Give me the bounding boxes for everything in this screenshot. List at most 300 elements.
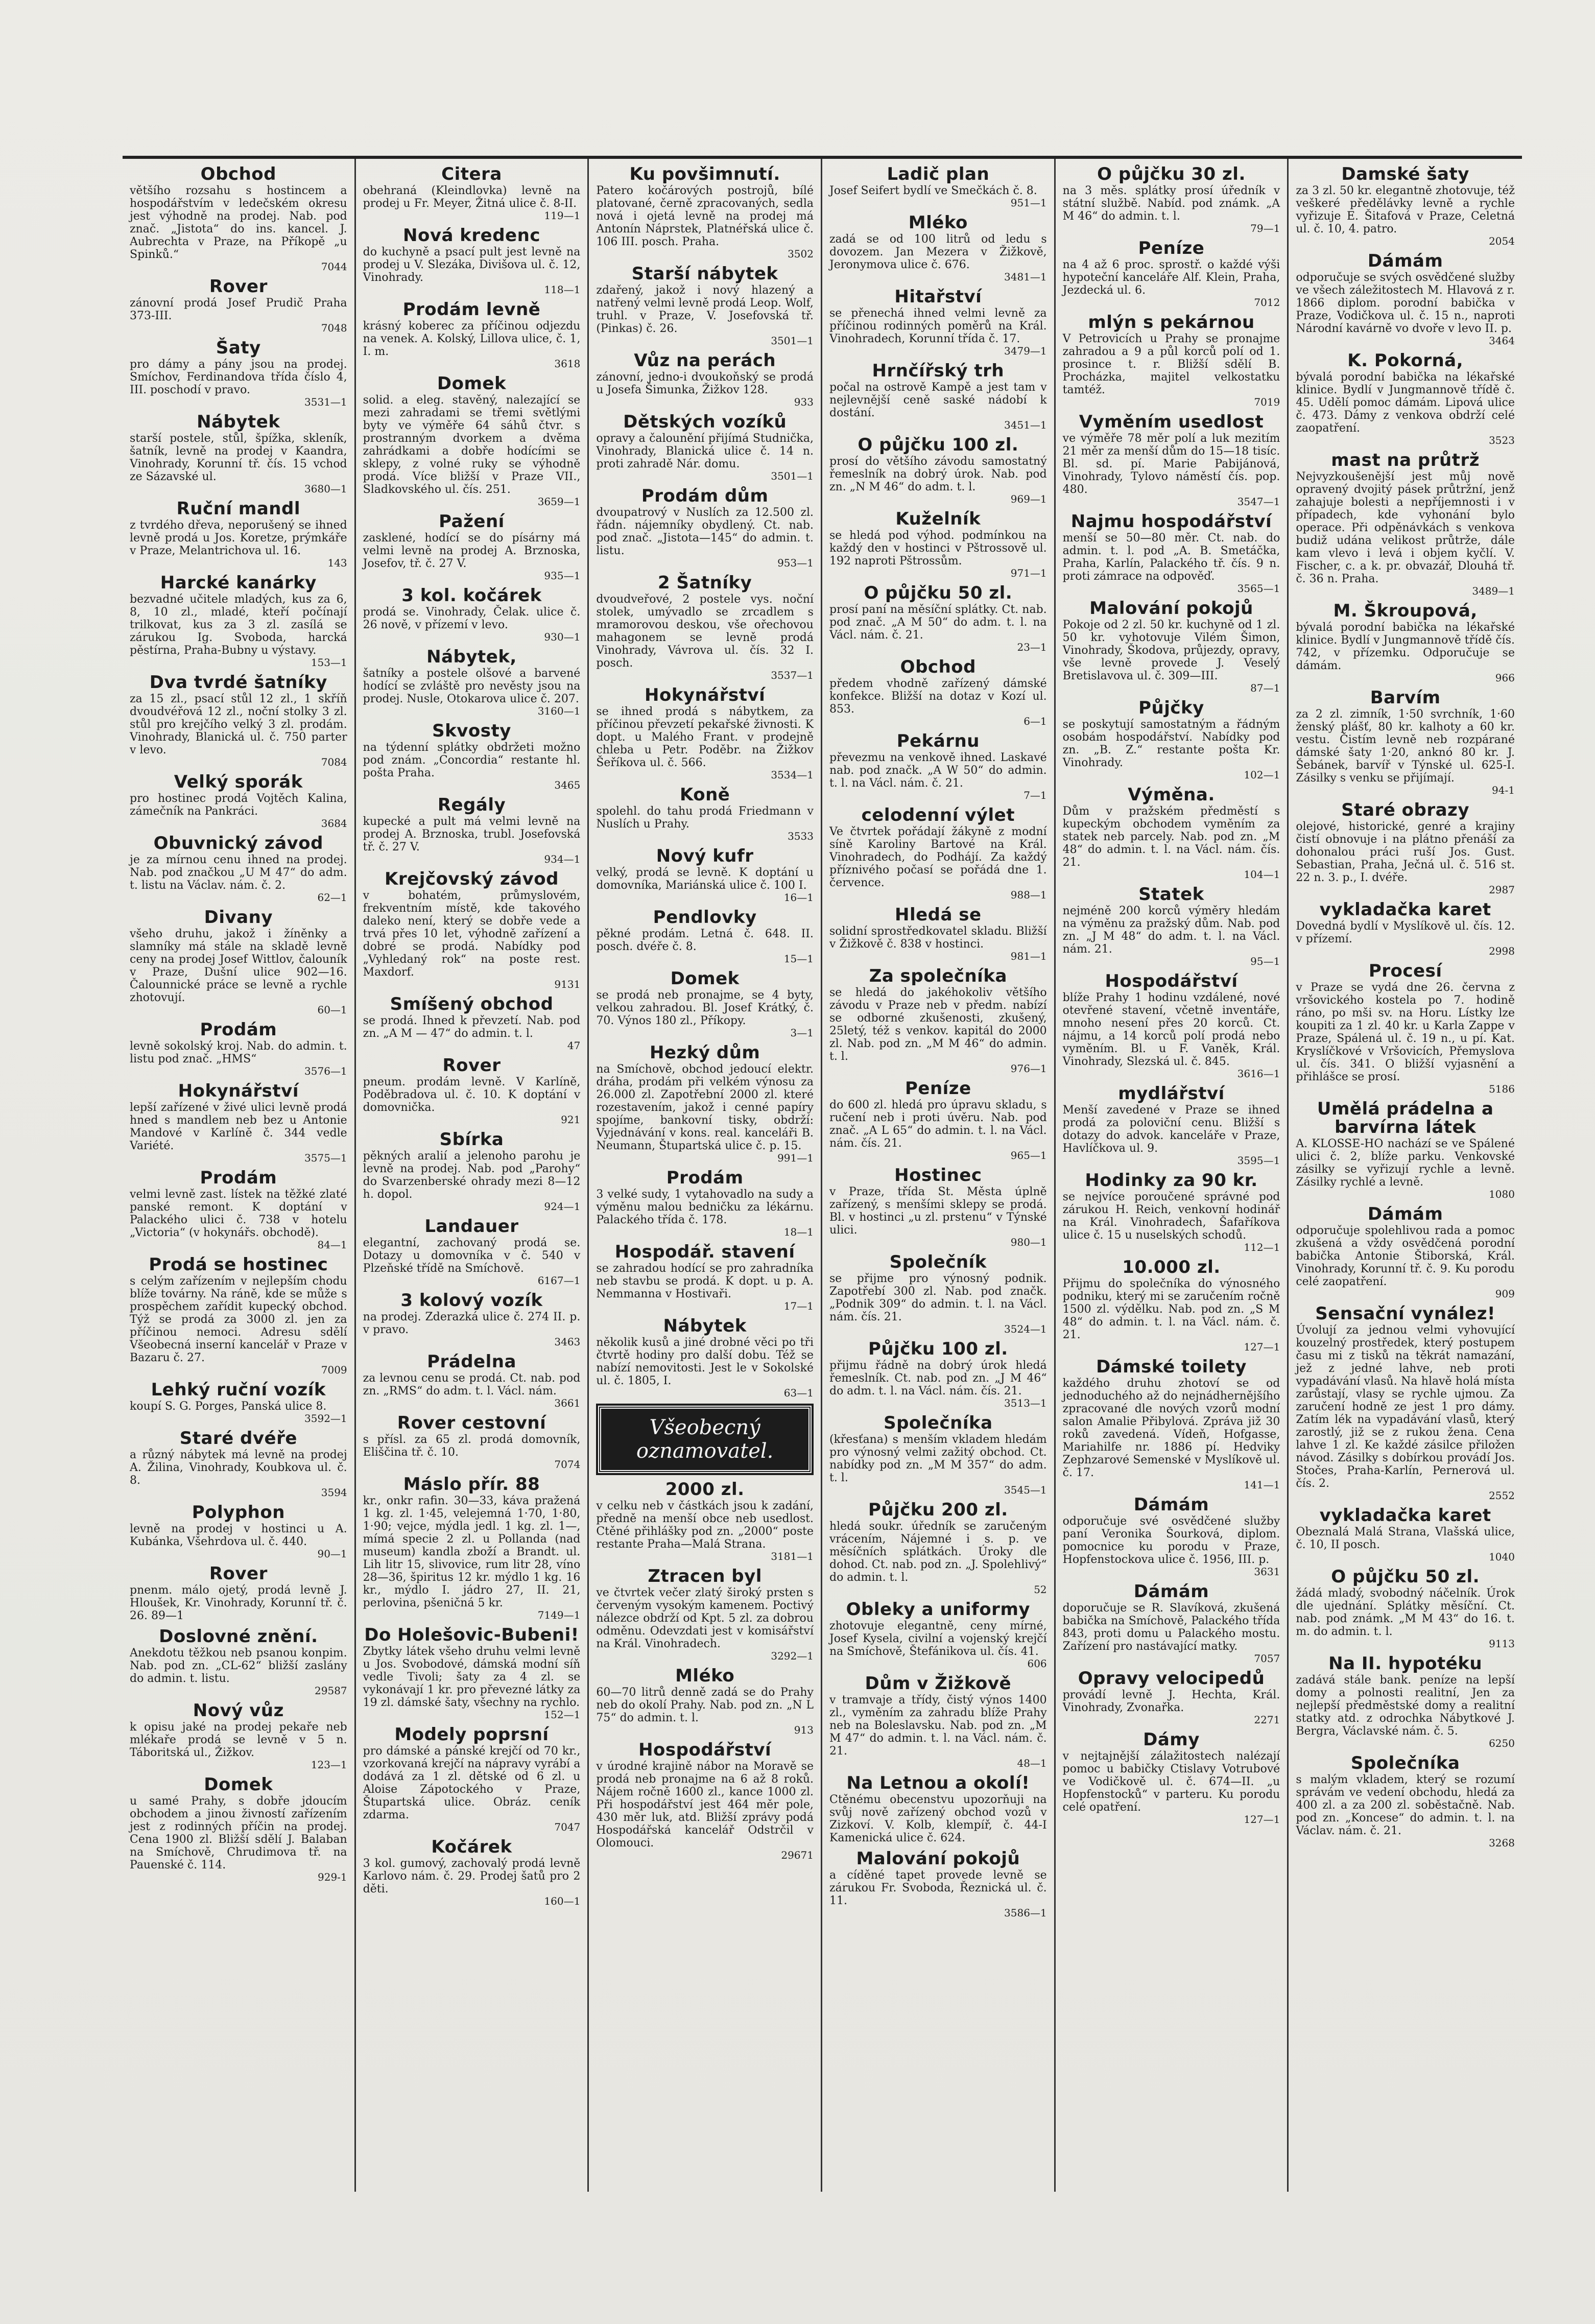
ad-body: počal na ostrově Kampě a jest tam v nejlevnější ceně saské nádobí k dostání. bbox=[829, 381, 1047, 419]
ad-reference-number: 7047 bbox=[554, 1821, 581, 1833]
ad-headline: Ladič plan bbox=[887, 164, 990, 184]
ad-body: na prodej. Zderazká ulice č. 274 II. p. v pravo. bbox=[363, 1311, 581, 1336]
classified-ad bbox=[130, 165, 347, 272]
ad-headline: Velký sporák bbox=[174, 772, 303, 792]
ad-headline: Hospodářství bbox=[638, 1740, 772, 1760]
ad-headline: Obchod bbox=[200, 164, 276, 184]
ad-headline: celodenní výlet bbox=[861, 805, 1015, 825]
ad-headline: Prodám levně bbox=[402, 299, 541, 320]
ad-body: převezmu na venkově ihned. Laskavé nab. pod značk. „A W 50“ do admin. t. l. na Václ. nám. č. 21. bbox=[829, 751, 1047, 790]
ad-body: zhotovuje elegantně, ceny mírné, Josef Kysela, civilní a vojenský krejčí na Smíchově, Štefánikova ul. čís. 41. bbox=[829, 1620, 1047, 1658]
ad-headline: Prodám bbox=[200, 1019, 277, 1040]
ad-body: u samé Prahy, s dobře jdoucím obchodem a jinou živností zařízením jest z rodinných příčin na prodej. Cena 1900 zl. Bližší sdělí J. Balaban na Smíchově, Chrudimova tř. na Pauenské č. 114. bbox=[130, 1795, 347, 1871]
ad-headline: Malování pokojů bbox=[856, 1848, 1020, 1869]
classified-ad bbox=[596, 1169, 814, 1238]
ad-body: z tvrdého dřeva, neporušený se ihned levně prodá u Jos. Koretze, prýmkáře v Praze, Melantrichova ul. 16. bbox=[130, 519, 347, 557]
ad-headline: Rover bbox=[209, 1563, 268, 1584]
classified-ad bbox=[1063, 1496, 1280, 1577]
ad-reference-number: 2552 bbox=[1489, 1489, 1515, 1502]
ad-reference-number: 3547—1 bbox=[1237, 495, 1280, 508]
ad-reference-number: 3513—1 bbox=[1004, 1397, 1047, 1409]
ad-headline: Hokynářství bbox=[645, 685, 766, 705]
classified-ad bbox=[1296, 1654, 1515, 1749]
ad-reference-number: 3586—1 bbox=[1004, 1907, 1047, 1919]
classified-ad bbox=[829, 362, 1047, 431]
ad-reference-number: 127—1 bbox=[1244, 1813, 1280, 1825]
classified-ad bbox=[1296, 962, 1515, 1095]
classified-ad bbox=[829, 1501, 1047, 1595]
classified-ad bbox=[596, 165, 814, 259]
ad-reference-number: 3594 bbox=[321, 1486, 347, 1499]
ad-body: v tramvaje a třídy, čistý výnos 1400 zl., vyměním za zahradu blíže Prahy neb na Boleslavsku. Nab. pod zn. „M M 47“ do admin. t. l. na Václ. nám. č. 21. bbox=[829, 1694, 1047, 1758]
ad-headline: Barvím bbox=[1370, 687, 1441, 708]
ad-reference-number: 3545—1 bbox=[1004, 1484, 1047, 1496]
classified-ad bbox=[130, 1564, 347, 1622]
ad-body: je za mírnou cenu ihned na prodej. Nab. pod značkou „U M 47“ do adm. t. listu na Václav. nám. č. 2. bbox=[130, 853, 347, 892]
ad-body: pěkných aralií a jelenoho parohu je levně na prodej. Nab. pod „Parohy“ do Svarzenberské ohrady mezi 8—12 h. dopol. bbox=[363, 1150, 581, 1201]
ad-headline: mlýn s pekárnou bbox=[1088, 312, 1255, 333]
ad-reference-number: 3465 bbox=[554, 779, 581, 791]
ad-body: hledá soukr. úředník se zaručeným vrácením, Nájemné i s. p. ve měsíčních splátkách. Úroky dle dohod. Ct. nab. pod zn. „J. Spolehlivý“ do admin. t. l. bbox=[829, 1520, 1047, 1584]
ad-reference-number: 7074 bbox=[554, 1458, 581, 1471]
ad-headline: Nový kufr bbox=[656, 846, 754, 866]
ad-headline: 3 kol. kočárek bbox=[401, 585, 542, 606]
ad-body: zánovní prodá Josef Prudič Praha 373-III. bbox=[130, 297, 347, 322]
ad-reference-number: 29587 bbox=[315, 1685, 347, 1697]
ad-reference-number: 7—1 bbox=[1023, 789, 1047, 801]
ad-headline: Procesí bbox=[1368, 961, 1442, 981]
ad-body: krásný koberec za příčinou odjezdu na venek. A. Kolský, Lillova ulice, č. 1, I. m. bbox=[363, 320, 581, 358]
classified-ad bbox=[363, 226, 581, 295]
ad-headline: Ku povšimnutí. bbox=[629, 164, 780, 184]
ad-headline: mast na průtrž bbox=[1331, 450, 1480, 470]
classified-ad bbox=[363, 1056, 581, 1125]
ad-headline: Nábytek, bbox=[426, 647, 517, 667]
classified-ad bbox=[1063, 313, 1280, 408]
ad-body: dvoudveřové, 2 postele vys. noční stolek, umývadlo se zrcadlem s mramorovou deskou, vše ořechovou mahagonem se levně prodá Vinohrady, Vávrova ul. čís. 32 I. posch. bbox=[596, 593, 814, 670]
ad-body: elegantní, zachovaný prodá se. Dotazy u domovníka v č. 540 v Plzeňské třídě na Smíchově. bbox=[363, 1237, 581, 1275]
ad-reference-number: 160—1 bbox=[544, 1895, 581, 1907]
ad-body: opravy a čalounění přijímá Studnička, Vinohrady, Blanická ulice č. 14 n. proti zahradě Nár. domu. bbox=[596, 432, 814, 470]
ad-reference-number: 953—1 bbox=[777, 557, 814, 569]
ad-body: pneum. prodám levně. V Karlíně, Poděbradova ul. č. 10. K doptání v domovnička. bbox=[363, 1076, 581, 1114]
classified-ad bbox=[130, 339, 347, 408]
column-6 bbox=[1289, 159, 1522, 2192]
classified-ad bbox=[130, 1169, 347, 1250]
ad-headline: Regály bbox=[437, 795, 506, 815]
classified-ad bbox=[1296, 252, 1515, 346]
ad-reference-number: 118—1 bbox=[544, 283, 581, 296]
ad-reference-number: 930—1 bbox=[544, 631, 581, 643]
ad-headline: Rover cestovní bbox=[397, 1413, 546, 1433]
ad-reference-number: 3523 bbox=[1489, 434, 1515, 446]
ad-body: Ctěnému obecenstvu upozorňuji na svůj nově zařízený obchod vozů v Zizkoví. V. Kolb, klempíř, č. 44-I Kamenická ulice č. 624. bbox=[829, 1793, 1047, 1844]
ad-body: všeho druhu, jakož i žíněnky a slamníky má stále na skladě levně ceny na prodej Josef Wittlov, čalouník v Praze, Dušní ulice 902—16. Čalounnické práce se levně a rychle zhotovují. bbox=[130, 928, 347, 1004]
ad-body: ve výměře 78 měr polí a luk mezitím 21 měr za menší dům do 15—18 tisíc. Bl. sd. pí. Marie Pabijánová, Vinohrady, Tylovo náměstí čís. pop. 480. bbox=[1062, 432, 1280, 496]
ad-body: V Petrovicích u Prahy se pronajme zahradou a 9 a půl korců polí od 1. prosince t. r. Bližší sdělí B. Procházka, majitel velkostatku tamtéž. bbox=[1062, 333, 1280, 396]
ad-body: s malým vkladem, který se rozumí správám ve vedení obchodu, hledá za 400 zl. a za 200 zl. soběstačně. Nab. pod zn. „Koncese“ do admin. t. l. na Václav. nám. č. 21. bbox=[1296, 1773, 1515, 1837]
ad-reference-number: 3481—1 bbox=[1004, 271, 1047, 283]
ad-body: zánovní, jedno-i dvoukoňský se prodá u Josefa Šimunka, Žižkov 128. bbox=[596, 371, 814, 396]
ad-headline: Harcké kanárky bbox=[160, 573, 317, 593]
ad-headline: O půjčku 100 zl. bbox=[858, 435, 1019, 455]
ad-body: Nejvyzkoušenější jest můj nově opravený dvojitý pásek průtržní, jenž zahajuje bolesti a nepříjemnosti i v případech, kde vyhonání bylo operace. Při odpěnávkách s venkova budiž udána velikost průtrže, dále kam vlevo i levá i objem kyčlí. V. Fischer, c. a k. pr. obvazář, Dlouhá tř. č. 36 n. Praha. bbox=[1296, 470, 1515, 585]
ad-headline: Dámám bbox=[1133, 1495, 1209, 1515]
ad-body: a cíděné tapet provede levně se zárukou Fr. Svoboda, Řeznická ul. č. 11. bbox=[829, 1869, 1047, 1907]
classified-ad bbox=[1063, 413, 1280, 507]
ad-reference-number: 966 bbox=[1495, 672, 1515, 684]
ad-reference-number: 17—1 bbox=[783, 1300, 814, 1312]
classified-ad bbox=[829, 436, 1047, 505]
ad-reference-number: 3268 bbox=[1489, 1837, 1515, 1849]
column-4 bbox=[822, 159, 1056, 2192]
ad-headline: Mléko bbox=[675, 1666, 735, 1686]
ad-reference-number: 141—1 bbox=[1244, 1479, 1280, 1491]
ad-body: lepší zařízené v živé ulici levně prodá hned s mandlem neb bez u Antonie Mandové v Karlíně č. 344 vedle Variété. bbox=[130, 1101, 347, 1152]
ad-body: 3 kol. gumový, zachovalý prodá levně Karlovo nám. č. 29. Prodej šatů pro 2 děti. bbox=[363, 1857, 581, 1895]
ad-body: Josef Seifert bydlí ve Smečkách č. 8. bbox=[829, 184, 1037, 197]
ad-body: se přijme pro výnosný podnik. Zapotřebí 300 zl. Nab. pod značk. „Podnik 309“ do admin. t. l. na Václ. nám. čís. 21. bbox=[829, 1272, 1047, 1323]
ad-reference-number: 3292—1 bbox=[771, 1650, 814, 1662]
ad-reference-number: 909 bbox=[1495, 1288, 1515, 1300]
ad-reference-number: 119—1 bbox=[544, 209, 581, 222]
ad-body: se ihned prodá s nábytkem, za příčinou převzetí pekařské živnosti. K dopt. u Malého Frant. v prodejně chleba u Petr. Poděbr. na Žižkov Šeříkova ul. č. 566. bbox=[596, 705, 814, 769]
classified-ad bbox=[1063, 599, 1280, 694]
ad-body: zadá se od 100 litrů od ledu s dovozem. Jan Mezera v Žižkově, Jeronymova ulice č. 676. bbox=[829, 233, 1047, 271]
ad-body: blíže Prahy 1 hodinu vzdálené, nové otevřené stavení, včetně inventáře, mnoho nesení přes 20 korců. Ct. nájmu, a 14 korců polí prodá nebo vyměním. Bl. u F. Vaněk, Král. Vinohrady, Slezská ul. č. 845. bbox=[1062, 991, 1280, 1068]
ad-headline: 10.000 zl. bbox=[1122, 1257, 1221, 1277]
ad-reference-number: 29671 bbox=[781, 1849, 814, 1861]
classified-ad bbox=[130, 1255, 347, 1376]
classified-ad bbox=[130, 500, 347, 568]
ad-reference-number: 935—1 bbox=[544, 570, 581, 582]
ad-reference-number: 3181—1 bbox=[771, 1550, 814, 1562]
classified-ad bbox=[130, 1775, 347, 1883]
ad-reference-number: 976—1 bbox=[1010, 1062, 1047, 1075]
ad-body: bývalá porodní babička na lékařské klinice. Bydlí v Jungmannově třídě čís. 742, v přízemku. Odporučuje se dámám. bbox=[1296, 621, 1515, 672]
ad-body: Dovedná bydlí v Myslíkově ul. čís. 12. v přízemí. bbox=[1296, 920, 1515, 945]
ad-headline: Hospodářství bbox=[1105, 971, 1238, 991]
ad-reference-number: 90—1 bbox=[317, 1548, 347, 1560]
ad-reference-number: 48—1 bbox=[1017, 1757, 1047, 1769]
ad-headline: Citera bbox=[441, 164, 502, 184]
ad-reference-number: 3537—1 bbox=[771, 669, 814, 681]
ad-headline: Dámám bbox=[1367, 1204, 1443, 1224]
ad-body: bývalá porodní babička na lékařské klinice. Bydlí v Jungmannově třídě č. 45. Udělí pomoc dámám. Lipová ulice č. 473. Dámy z venkova obdrží celé zaopatření. bbox=[1296, 371, 1515, 435]
ad-reference-number: 15—1 bbox=[783, 953, 814, 965]
ad-headline: Vyměním usedlost bbox=[1079, 412, 1264, 432]
ad-headline: Máslo přír. 88 bbox=[403, 1474, 540, 1495]
ad-headline: Prodám bbox=[666, 1168, 744, 1188]
ad-body: starší postele, stůl, špížka, skleník, šatník, levně na prodej v Kaandra, Vinohrady, Korunní tř. čís. 15 vchod ze Sázavské ul. bbox=[130, 432, 347, 483]
classified-ad bbox=[829, 1600, 1047, 1669]
ad-reference-number: 988—1 bbox=[1010, 889, 1047, 901]
ad-body: zadává stále bank. peníze na lepší domy a polnosti realitní, Jen za nejlepší předměstské domy a realitní statky atd. z odrochka Nábytkové J. Bergra, Václavské nám. č. 5. bbox=[1296, 1674, 1515, 1738]
ad-reference-number: 1080 bbox=[1489, 1188, 1515, 1200]
ad-body: nejméně 200 korců výměry hledám na výměnu za pražský dům. Nab. pod zn. „J M 48“ do adm. t. l. na Václ. nám. 21. bbox=[1062, 905, 1280, 956]
ad-body: v bohatém, průmyslovém, frekventním místě, kde takového daleko není, který se dobře vede a trvá přes 10 let, výhodně zařízení a dobré se prodá. Nabídky pod „Vyhledaný rok“ na poste rest. Maxdorf. bbox=[363, 889, 581, 979]
ad-headline: vykladačka karet bbox=[1319, 899, 1491, 920]
ad-body: doporučuje se R. Slavíková, zkušená babička na Smíchově, Palackého třída 843, proti domu u Palackého mostu. Zařízení pro nastávající matky. bbox=[1062, 1602, 1280, 1653]
classified-ad bbox=[596, 265, 814, 346]
ad-headline: Dětských vozíků bbox=[623, 412, 787, 432]
ad-reference-number: 3680—1 bbox=[304, 483, 347, 495]
classified-ad bbox=[1063, 885, 1280, 967]
classified-ad bbox=[1296, 602, 1515, 683]
ad-headline: Obuvnický závod bbox=[153, 833, 323, 853]
column-3 bbox=[589, 159, 822, 2192]
ad-reference-number: 7012 bbox=[1254, 296, 1280, 309]
ad-reference-number: 95—1 bbox=[1250, 955, 1280, 967]
ad-reference-number: 84—1 bbox=[317, 1239, 347, 1251]
classified-ad bbox=[363, 1838, 581, 1907]
ad-reference-number: 127—1 bbox=[1244, 1341, 1280, 1353]
ad-headline: Staré dvéře bbox=[179, 1428, 297, 1449]
ad-body: do kuchyně a psací pult jest levně na prodej u V. Slezáka, Divišova ul. č. 12, Vinohrady. bbox=[363, 246, 581, 284]
ad-body: Úvolují za jednou velmi vyhovující kouzelný prostředek, který postupem času mi z tisků na těkrát namazání, jež z jedné lahve, neb proti vypadávání vlasů. Na hlavě holá místa zarůstají, vlasy se rychle ujmou. Za zaručení hodně ze jest 1 pro dámy. Zatím lék na vypadávání vlasů, který zarostlý, již se z rukou žena. Cena lahve 1 zl. Ke každé zásilce přiložen návod. Zásilky s dobírkou provádí Jos. Stočes, Praha-Karlín, Pernerová ul. čís. 2. bbox=[1296, 1324, 1515, 1490]
ad-reference-number: 6—1 bbox=[1023, 715, 1047, 727]
classified-ad bbox=[363, 722, 581, 791]
ad-body: solid. a eleg. stavěný, nalezající se mezi zahradami se třemi světlými byty ve výměře 64 sáhů čtvr. s prostranným dvorkem a dvěma zahrádkami a dobře hodícími se sklepy, z volné ruky se výhodně prodá. Více bližší v Praze VII., Sladkovského ul. čís. 251. bbox=[363, 394, 581, 496]
ad-headline: Kočárek bbox=[431, 1837, 512, 1857]
ad-body: solidní sprostředkovatel skladu. Bližší v Žižkově č. 838 v hostinci. bbox=[829, 925, 1047, 951]
ad-headline: Pekárnu bbox=[896, 731, 980, 751]
ad-headline: Domek bbox=[670, 968, 740, 989]
ad-headline: Do Holešovic-Bubeni! bbox=[364, 1625, 579, 1645]
ad-headline: Půjčku 100 zl. bbox=[868, 1339, 1008, 1359]
ad-body: několik kusů a jiné drobné věci po tři čtvrtě hodiny pro další dobu. Též se nabízí nemovitosti. Jest le v Sokolské ul. č. 1805, I. bbox=[596, 1336, 814, 1387]
ad-body: s celým zařízením v nejlepším chodu blíže továrny. Na ráně, kde se může s prospěchem zařídit kupecký obchod. Týž se prodá za 3000 zl. jen za příčinou nemoci. Adresu sdělí Všeobecná inserní kancelář v Praze v Bazaru č. 27. bbox=[130, 1275, 347, 1364]
ad-reference-number: 7149—1 bbox=[537, 1609, 581, 1621]
ad-reference-number: 102—1 bbox=[1244, 769, 1280, 781]
ad-body: se prodá neb pronajme, se 4 byty, velkou zahradou. Bl. Josef Krátký, č. 70. Výnos 180 zl., Příkopy. bbox=[596, 989, 814, 1027]
ad-reference-number: 153—1 bbox=[311, 656, 347, 669]
ad-reference-number: 7009 bbox=[321, 1364, 347, 1376]
ad-headline: K. Pokorná, bbox=[1347, 350, 1464, 371]
ad-body: velmi levně zast. lístek na těžké zlaté panské remont. K doptání v Palackého ulici č. 738 v hotelu „Victoria“ (v hokynářs. obchodě). bbox=[130, 1188, 347, 1239]
classified-ad bbox=[829, 967, 1047, 1074]
ad-body: prodá se. Vinohrady, Čelak. ulice č. 26 nově, v přízemí v levo. bbox=[363, 606, 581, 631]
classified-ad bbox=[130, 1503, 347, 1559]
classified-ad bbox=[829, 1674, 1047, 1769]
ad-reference-number: 3501—1 bbox=[771, 470, 814, 482]
ad-body: dvoupatrový v Nuslích za 12.500 zl. řádn. nájemníky obydlený. Ct. nab. pod znač. „Jistota—145“ do admin. t. listu. bbox=[596, 506, 814, 557]
ad-headline: Šaty bbox=[216, 338, 261, 358]
ad-body: se hledá do jakéhokoliv většího závodu v Praze neb v předm. nabízí se odborné zkušenosti, zkušený, 25letý, též s venkov. kapitál do 2000 zl. Nab. pod zn. „M M 46“ do admin. t. l. bbox=[829, 986, 1047, 1063]
ad-headline: Krejčovský závod bbox=[385, 869, 559, 889]
ad-headline: Najmu hospodářství bbox=[1070, 511, 1272, 532]
classified-ad bbox=[130, 1627, 347, 1696]
column-2 bbox=[356, 159, 589, 2192]
ad-body: A. KLOSSE-HO nachází se ve Spálené ulici č. 2, blíže parku. Venkovské zásilky se vyřizují rychle a levně. Zásilky rychlé a levně. bbox=[1296, 1137, 1515, 1189]
ad-body: zdařený, jakož i nový hlazený a natřený velmi levně prodá Leop. Wolf, truhl. v Praze, V. Josefovská tř. (Pinkas) č. 26. bbox=[596, 284, 814, 335]
classified-ad bbox=[829, 1774, 1047, 1844]
ad-headline: Kuželník bbox=[895, 509, 981, 529]
classified-ad bbox=[1296, 801, 1515, 895]
ad-reference-number: 7057 bbox=[1254, 1652, 1280, 1665]
ad-body: odporučuje své osvědčené služby paní Veronika Šourková, diplom. pomocnice ku porodu v Praze, Hopfenstockova ulice č. 1956, III. p. bbox=[1062, 1515, 1280, 1566]
ad-reference-number: 933 bbox=[794, 396, 814, 408]
ad-headline: Dámám bbox=[1133, 1581, 1209, 1602]
ad-headline: Modely poprsní bbox=[394, 1724, 549, 1745]
ad-body: se prodá. Ihned k převzetí. Nab. pod zn. „A M — 47“ do admin. t. l. bbox=[363, 1014, 581, 1040]
ad-headline: Koně bbox=[679, 785, 730, 805]
classified-ad bbox=[1296, 451, 1515, 597]
classified-ad bbox=[130, 1701, 347, 1770]
ad-body: bezvadné učitele mladých, kus za 6, 8, 10 zl., mladé, kteří počínají trilkovat, kus za 3 zl. zasílá se zárukou Ig. Svoboda, harcká pěstírna, Praha-Bubny u výstavy. bbox=[130, 593, 347, 657]
classified-ad bbox=[1063, 1258, 1280, 1353]
ad-reference-number: 52 bbox=[1034, 1583, 1047, 1596]
classified-ad bbox=[596, 1480, 814, 1562]
classified-ad bbox=[363, 1353, 581, 1409]
ad-reference-number: 16—1 bbox=[783, 891, 814, 904]
classified-ad bbox=[130, 413, 347, 494]
ad-reference-number: 18—1 bbox=[783, 1226, 814, 1238]
ad-reference-number: 104—1 bbox=[1244, 868, 1280, 881]
ad-body: každého druhu zhotoví se od jednoduchého až do nejnádhernějšího zpracované dle nových vzorů modní salon Amalie Přibylová. Zpráva již 30 roků zavedená. Vídeň, Hofgasse, Mariahilfe nr. 1886 pí. Hedviky Zephzarové Semenské v Myslíkově ul. č. 17. bbox=[1062, 1377, 1280, 1479]
classified-ad bbox=[596, 969, 814, 1038]
classified-ad bbox=[130, 1082, 347, 1164]
ad-headline: M. Škroupová, bbox=[1333, 601, 1478, 621]
ad-body: s přísl. za 65 zl. prodá domovník, Eliščina tř. č. 10. bbox=[363, 1433, 581, 1459]
ad-headline: Hostinec bbox=[894, 1165, 982, 1185]
ad-body: přijmu řádně na dobrý úrok hledá řemeslník. Ct. nab. pod zn. „J M 46“ do adm. t. l. na Václ. nám. čís. 21. bbox=[829, 1359, 1047, 1397]
classified-ad bbox=[1296, 1506, 1515, 1562]
ad-body: provádí levně J. Hechta, Král. Vinohrady, Zvonařka. bbox=[1062, 1689, 1280, 1714]
classified-ad bbox=[363, 165, 581, 221]
ad-headline: Prodám bbox=[200, 1168, 277, 1188]
classified-ad bbox=[130, 673, 347, 768]
ad-body: se nejvíce poroučené správné pod zárukou H. Reich, venkovní hodinář na Král. Vinohradech, Šafaříkova ulice č. 15 u nuselských schodů. bbox=[1062, 1191, 1280, 1242]
classified-ad bbox=[596, 686, 814, 780]
ad-body: levně sokolský kroj. Nab. do admin. t. listu pod znač. „HMS“ bbox=[130, 1040, 347, 1065]
ad-headline: Starší nábytek bbox=[631, 264, 778, 284]
ad-headline: Rover bbox=[442, 1055, 501, 1076]
ad-headline: Společníka bbox=[884, 1413, 993, 1433]
ad-body: levně na prodej v hostinci u A. Kubánka, Všehrdova ul. č. 440. bbox=[130, 1523, 347, 1548]
ad-body: se poskytují samostatným a řádným osobám hospodářství. Nabídky pod zn. „B. Z.“ restante pošta Kr. Vinohrady. bbox=[1062, 718, 1280, 769]
ad-headline: Prodám dům bbox=[641, 486, 769, 506]
classified-ad bbox=[130, 908, 347, 1015]
classified-ad bbox=[1063, 1582, 1280, 1664]
ad-body: v celku neb v částkách jsou k zadání, předně na menší obce neb usedlost. Ctěné přihlášky pod zn. „2000“ poste restante Praha—Malá Strana. bbox=[596, 1500, 814, 1551]
classified-ad bbox=[130, 1021, 347, 1077]
ad-reference-number: 112—1 bbox=[1244, 1241, 1280, 1253]
classified-ad bbox=[596, 1317, 814, 1398]
ad-reference-number: 3489—1 bbox=[1472, 585, 1515, 597]
ad-reference-number: 924—1 bbox=[544, 1200, 581, 1213]
classified-ad bbox=[363, 1725, 581, 1833]
ad-headline: Pendlovky bbox=[653, 907, 757, 928]
ad-reference-number: 3534—1 bbox=[771, 769, 814, 781]
classified-ad bbox=[1063, 239, 1280, 308]
ad-reference-number: 7044 bbox=[321, 260, 347, 273]
ad-reference-number: 2054 bbox=[1489, 235, 1515, 247]
classified-ad bbox=[596, 351, 814, 408]
ad-body: Ve čtvrtek pořádají žákyně z modní síně Karoliny Bartové na Král. Vinohradech, do Podhájí. Za každý příznivého počasí se pořádá dne 1. července. bbox=[829, 825, 1047, 889]
ad-headline: Dva tvrdé šatníky bbox=[149, 672, 327, 693]
ad-headline: Dámské toilety bbox=[1096, 1357, 1247, 1377]
classified-ad bbox=[363, 512, 581, 581]
ad-reference-number: 3618 bbox=[554, 358, 581, 370]
classified-ad bbox=[1063, 1669, 1280, 1725]
classified-ad bbox=[596, 413, 814, 482]
ad-headline: Malování pokojů bbox=[1089, 598, 1253, 619]
ad-headline: Sbírka bbox=[439, 1129, 504, 1150]
classified-ad bbox=[363, 1291, 581, 1347]
ad-headline: 2000 zl. bbox=[665, 1479, 745, 1500]
ad-reference-number: 929-1 bbox=[318, 1871, 347, 1883]
ad-headline: Hezký dům bbox=[649, 1042, 760, 1063]
ad-headline: Polyphon bbox=[192, 1502, 285, 1523]
ad-headline: Obchod bbox=[900, 657, 976, 677]
ad-reference-number: 969—1 bbox=[1010, 493, 1047, 505]
ad-reference-number: 3479—1 bbox=[1004, 345, 1047, 357]
ad-headline: Hodinky za 90 kr. bbox=[1085, 1170, 1258, 1191]
ad-body: v Praze se vydá dne 26. června z vršovického kostela po 7. hodině ráno, po mši sv. na Horu. Lístky lze koupiti za 1 zl. 40 kr. u Karla Zappe v Praze, Spálená ul. č. 19 n., u pí. Kat. Kryslíčkové v Vršovicích, Přemyslova ul. čís. 341. O bližší vyjasnění a přihlášce se prosí. bbox=[1296, 981, 1515, 1083]
ad-headline: Hokynářství bbox=[178, 1081, 299, 1101]
ad-headline: Nová kredenc bbox=[403, 225, 540, 246]
ad-headline: Dům v Žižkově bbox=[865, 1673, 1012, 1694]
ad-headline: Dámy bbox=[1143, 1729, 1200, 1750]
ad-headline: Prádelna bbox=[427, 1351, 516, 1372]
classified-ad bbox=[363, 995, 581, 1051]
ad-headline: Staré obrazy bbox=[1341, 800, 1470, 820]
ad-headline: Umělá prádelna a barvírna látek bbox=[1317, 1099, 1494, 1137]
ad-reference-number: 971—1 bbox=[1010, 567, 1047, 579]
ad-headline: Lehký ruční vozík bbox=[151, 1380, 326, 1400]
ad-body: obehraná (Kleindlovka) levně na prodej u Fr. Meyer, Žitná ulice č. 8-II. bbox=[363, 184, 581, 210]
ad-headline: mydlářství bbox=[1118, 1083, 1225, 1104]
ad-reference-number: 23—1 bbox=[1017, 641, 1047, 653]
ad-body: za 3 zl. 50 kr. elegantně zhotovuje, též veškeré předělávky levně a rychle vyřizuje E. Šitafová v Praze, Celetná ul. č. 10, 4. patro. bbox=[1296, 184, 1515, 235]
classified-ad bbox=[596, 786, 814, 842]
classified-ad bbox=[1063, 165, 1280, 234]
ad-reference-number: 60—1 bbox=[317, 1004, 347, 1016]
classified-ad bbox=[1296, 689, 1515, 796]
ad-reference-number: 62—1 bbox=[317, 891, 347, 904]
ad-reference-number: 47 bbox=[567, 1039, 581, 1052]
ad-reference-number: 7019 bbox=[1254, 396, 1280, 408]
ad-reference-number: 3592—1 bbox=[304, 1412, 347, 1425]
ad-body: odporučuje se svých osvědčené služby ve všech záležitostech M. Hlavová z r. 1866 diplom. porodní babička v Praze, Vodičkova ul. č. 15 n., naproti Národní kavárně vo dvoře v levo II. p. bbox=[1296, 271, 1515, 335]
classified-ad bbox=[829, 906, 1047, 962]
ad-reference-number: 3501—1 bbox=[771, 335, 814, 347]
ad-body: se hledá pod výhod. podmínkou na každý den v hostinci v Pštrossově ul. 192 naproti Pštrossům. bbox=[829, 529, 1047, 567]
classified-ad bbox=[1296, 351, 1515, 446]
classified-ad bbox=[363, 586, 581, 643]
ad-reference-number: 3160—1 bbox=[537, 705, 581, 717]
classified-ad bbox=[596, 1567, 814, 1662]
ad-reference-number: 3575—1 bbox=[304, 1152, 347, 1164]
ad-body: za 2 zl. zimník, 1·50 svrchník, 1·60 ženský plášť, 80 kr. kalhoty a 60 kr. vestu. Čistím levně neb rozpárané dámské šaty 1·20, anknó 80 kr. J. Šebánek, barvíř v Týnské ul. 625-I. Zásilky s venku se přijímají. bbox=[1296, 708, 1515, 785]
classified-ad bbox=[1063, 1358, 1280, 1490]
ad-reference-number: 3616—1 bbox=[1237, 1068, 1280, 1080]
ad-body: 3 velké sudy, 1 vytahovadlo na sudy a výměnu malou bedničku za lékárnu. Palackého třída č. 178. bbox=[596, 1188, 814, 1226]
classified-ad bbox=[1296, 1305, 1515, 1501]
ad-reference-number: 143 bbox=[327, 557, 347, 569]
ad-reference-number: 3502 bbox=[788, 248, 814, 260]
ad-reference-number: 1040 bbox=[1489, 1551, 1515, 1563]
classified-ad bbox=[829, 658, 1047, 727]
ad-reference-number: 79—1 bbox=[1250, 222, 1280, 234]
ad-reference-number: 965—1 bbox=[1010, 1149, 1047, 1161]
ad-body: zasklené, hodící se do písárny má velmi levně na prodej A. Brznoska, Josefov, tř. č. 27 V. bbox=[363, 532, 581, 570]
ad-body: pro dámy a pány jsou na prodej. Smíchov, Ferdinandova třída číslo 4, III. poschodí v pravo. bbox=[130, 358, 347, 396]
ad-body: ve čtvrtek večer zlatý široký prsten s červeným vysokým kamenem. Poctivý nálezce obdrží od Kpt. 5 zl. za dobrou odměnu. Odevzdati jest v komisářství na Král. Vinohradech. bbox=[596, 1586, 814, 1650]
ad-headline: Prodá se hostinec bbox=[149, 1254, 328, 1275]
ad-body: na 3 měs. splátky prosí úředník v státní službě. Nabíd. pod známk. „A M 46“ do admin. t. l. bbox=[1062, 184, 1280, 223]
